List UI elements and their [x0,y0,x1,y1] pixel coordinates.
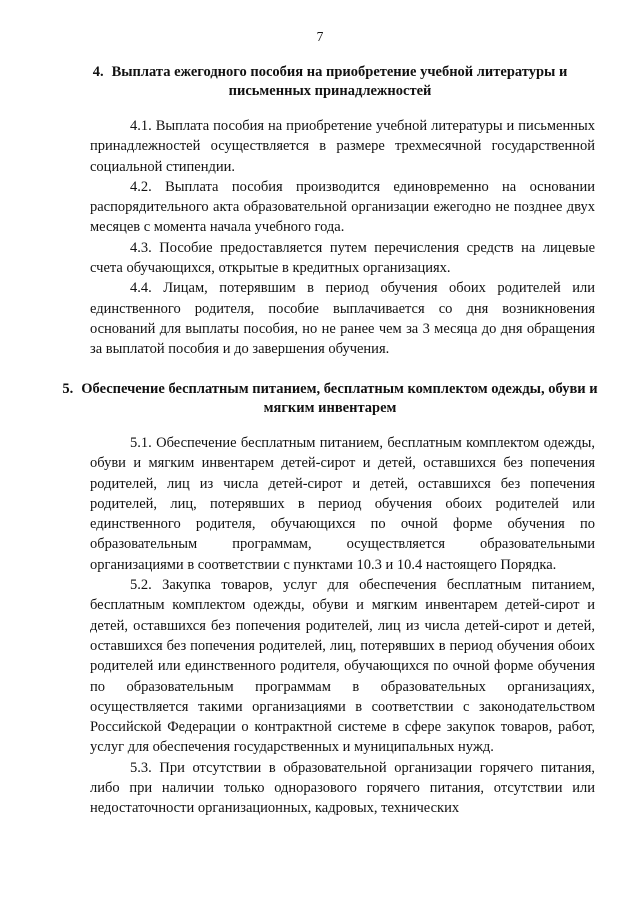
section-number: 5. [62,381,74,397]
section-heading-4 [60,63,600,101]
section-number: 4. [92,64,104,80]
section-body-4 [90,116,595,360]
paragraph-4-2: 4.2. Выплата пособия производится единовременно на основании распорядительного акта образовательной организации ежегодно не позднее двух месяцев с момента начала учебного года. [90,178,595,236]
section-title: Обеспечение бесплатным питанием, бесплатным комплектом одежды, обуви и мягким инвентарем [81,381,598,416]
section-heading-5 [60,380,600,418]
paragraph-5-3: 5.3. При отсутствии в образовательной организации горячего питания, либо при наличии только одноразового горячего питания, отсутствии или недостаточности организационных, кадровых, технических [90,759,595,817]
section-title: Выплата ежегодного пособия на приобретение учебной литературы и письменных принадлежностей [111,64,568,99]
paragraph-4-1: 4.1. Выплата пособия на приобретение учебной литературы и письменных принадлежностей осуществляется в размере трехмесячной государственной социальной стипендии. [90,118,595,175]
paragraph-5-2: 5.2. Закупка товаров, услуг для обеспечения бесплатным питанием, бесплатным комплектом одежды, обуви и мягким инвентарем детей-сирот и детей, оставшихся без попечения родителей, лиц из числа детей-сирот и детей, оставшихся без попечения родителей, лиц, потерявших в период обучения обоих родителей или единственного родителя, обучающихся по очной форме обучения по образовательным программам в образовательных организациях, осуществляется такими организациями в соответствии с законодательством Российской Федерации о контрактной системе в сфере закупок товаров, работ, услуг для обеспечения государственных и муниципальных нужд. [90,577,595,756]
page-number: 7 [316,29,324,44]
paragraph-4-3: 4.3. Пособие предоставляется путем перечисления средств на лицевые счета обучающихся, открытые в кредитных организациях. [90,239,595,277]
section-body-5 [90,433,595,819]
paragraph-4-4: 4.4. Лицам, потерявшим в период обучения обоих родителей или единственного родителя, пособие выплачивается со дня возникновения оснований для выплаты пособия, но не ранее чем за 3 месяца до дня обращения за выплатой пособия и до завершения обучения. [90,280,595,358]
paragraph-5-1: 5.1. Обеспечение бесплатным питанием, бесплатным комплектом одежды, обуви и мягким инвентарем детей-сирот и детей, оставшихся без попечения родителей, лиц из числа детей-сирот и детей, оставшихся без попечения родителей, лиц, потерявших в период обучения обоих родителей или единственного родителя, обучающихся по очной форме обучения по образовательным программам, осуществляется образовательными организациями в соответствии с пунктами 10.3 и 10.4 настоящего Порядка. [90,435,595,573]
